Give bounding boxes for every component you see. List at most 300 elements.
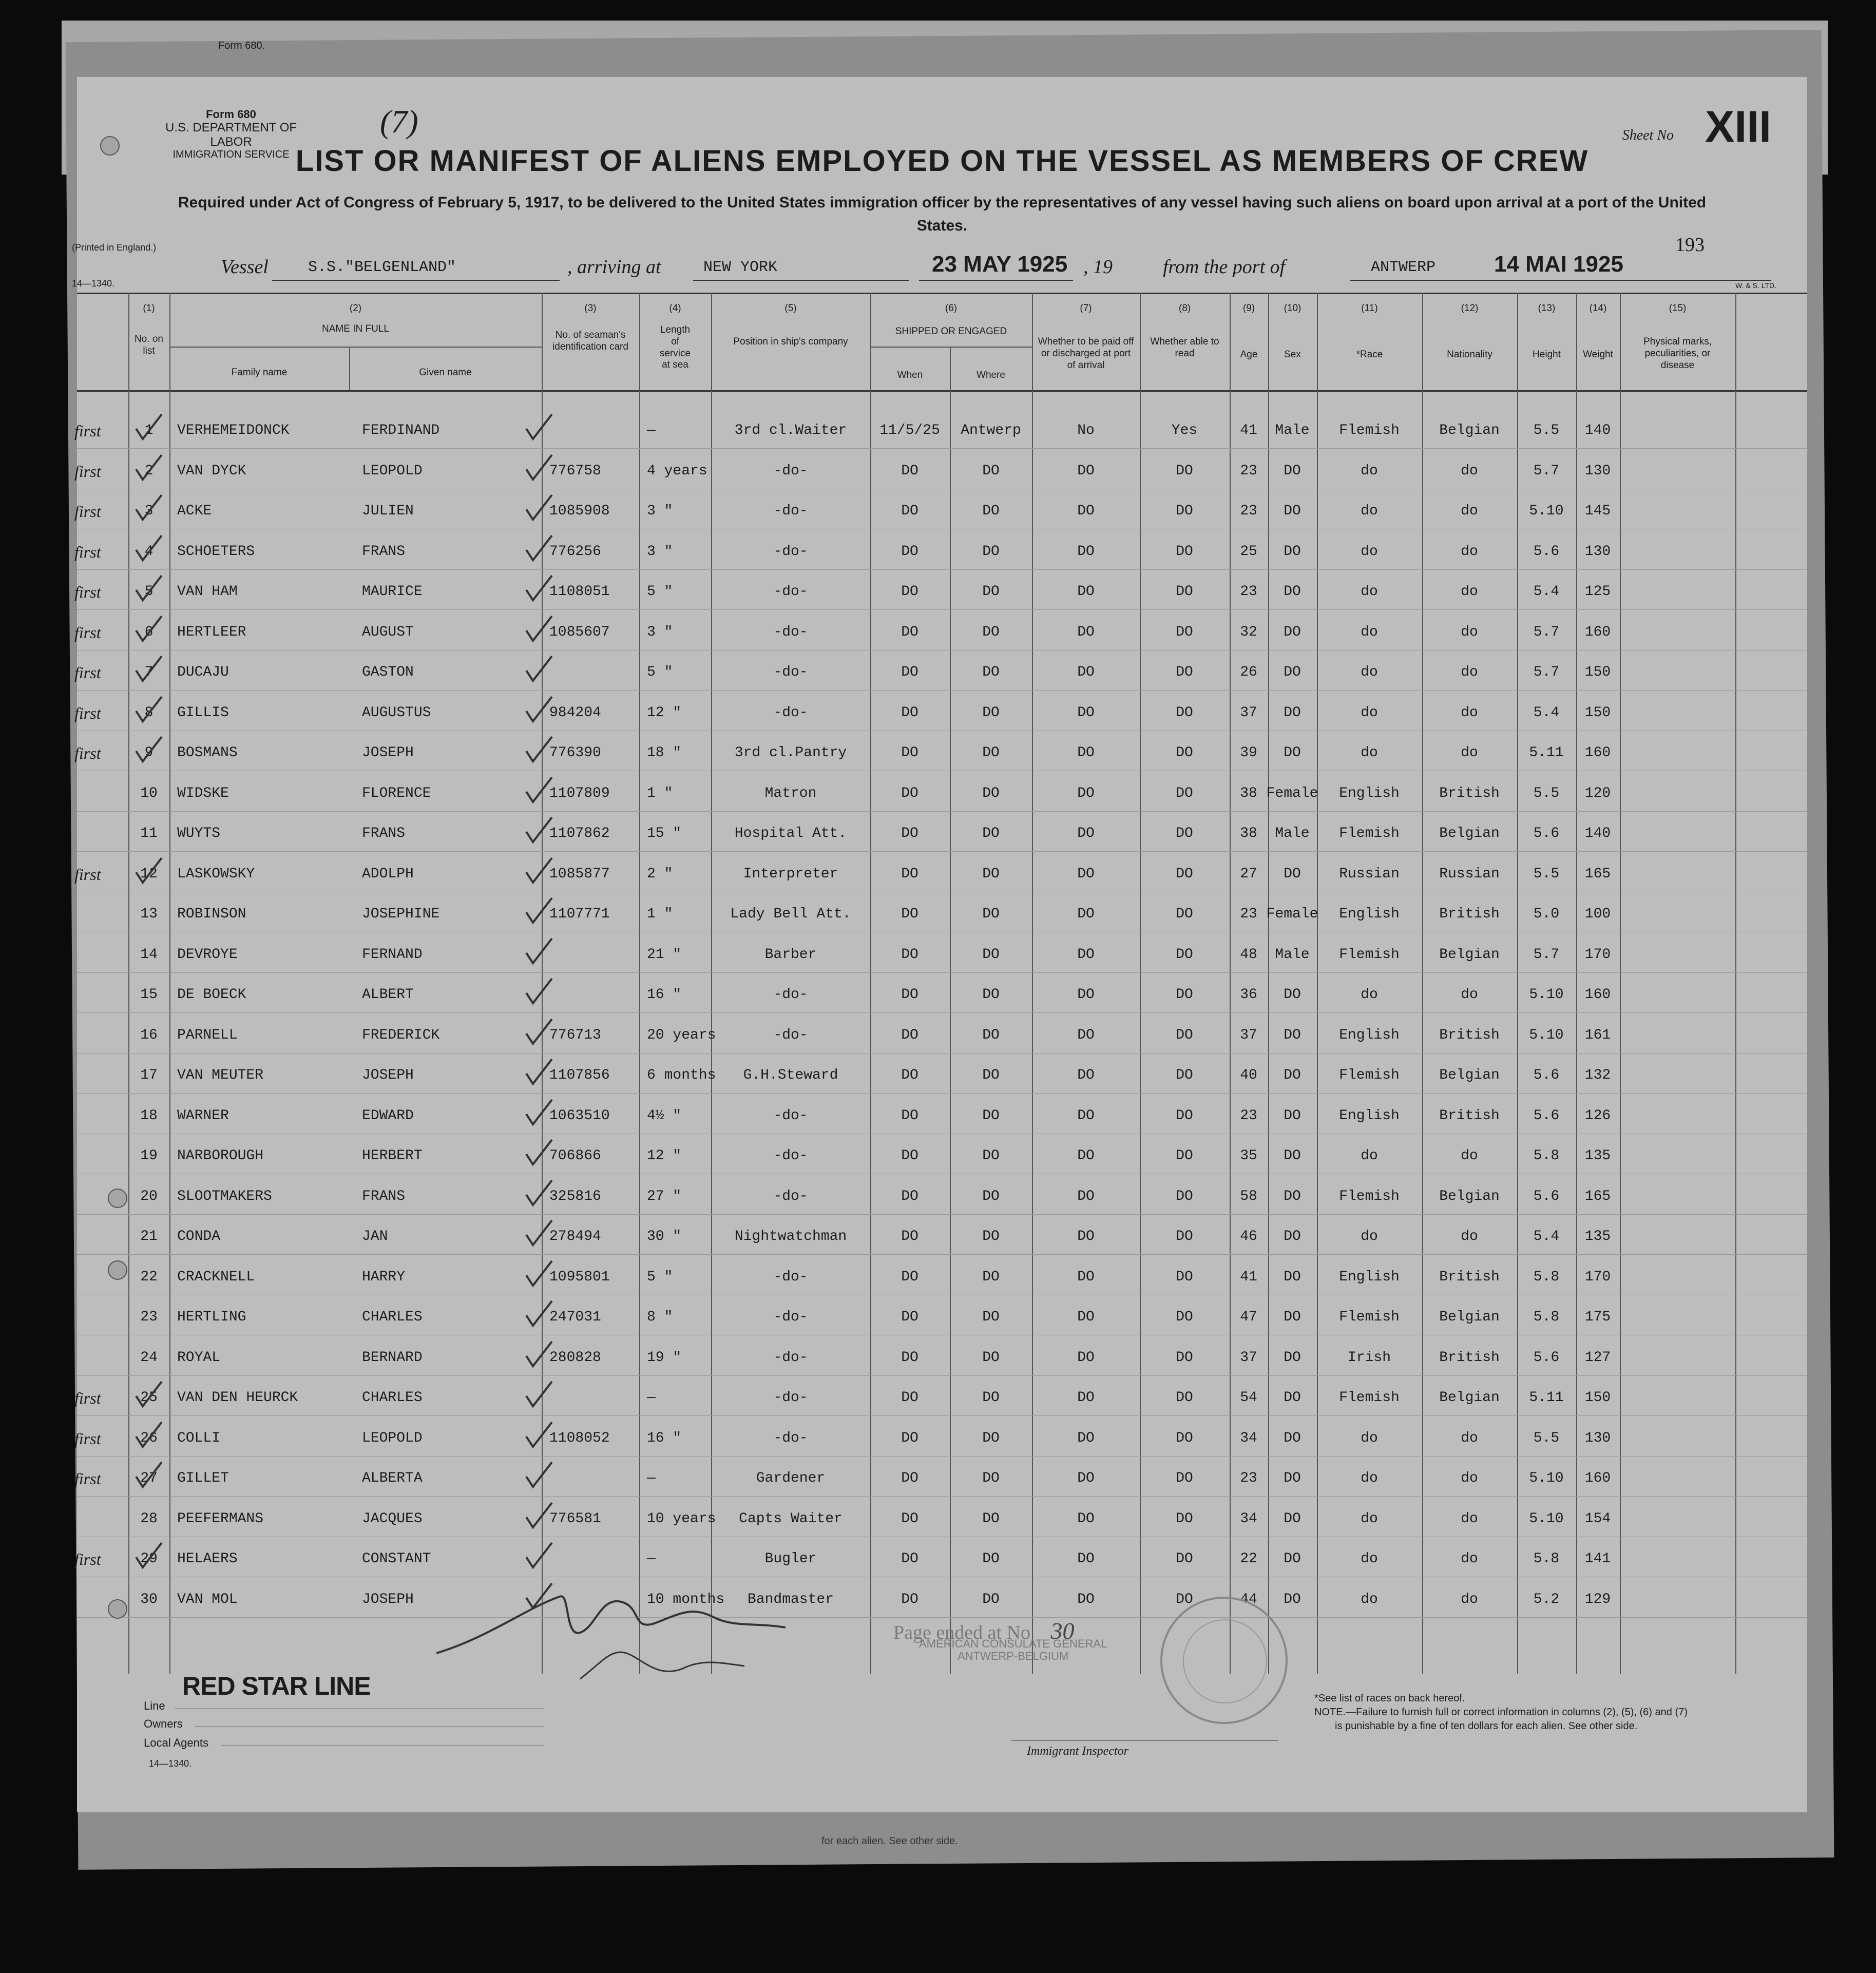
cell-family: WIDSKE — [177, 785, 229, 801]
cell-card: 247031 — [549, 1309, 601, 1325]
cell-family: HERTLEER — [177, 624, 246, 640]
cell-height: 5.11 — [1529, 745, 1564, 761]
cell-read: DO — [1176, 1188, 1193, 1204]
cell-position: Interpreter — [743, 866, 838, 882]
cell-sex: DO — [1284, 1148, 1301, 1164]
cell-position: -do- — [773, 1309, 808, 1325]
cell-where: DO — [982, 624, 1000, 640]
inspector-underline — [1011, 1740, 1278, 1741]
cell-age: 41 — [1240, 1269, 1257, 1285]
cell-height: 5.6 — [1533, 826, 1560, 841]
cell-when: DO — [901, 1309, 918, 1325]
cell-family: VAN MEUTER — [177, 1067, 264, 1083]
cell-paid: DO — [1077, 1510, 1095, 1527]
cell-no: 18 — [140, 1107, 158, 1124]
check-mark-icon — [524, 937, 554, 968]
cell-read: DO — [1176, 826, 1193, 841]
cell-race: Flemish — [1339, 946, 1400, 963]
top-form-label: Form 680. — [218, 40, 265, 51]
cell-race: do — [1361, 1591, 1378, 1607]
cell-no: 28 — [140, 1510, 158, 1527]
cell-height: 5.10 — [1529, 1027, 1564, 1043]
cell-position: Capts Waiter — [739, 1510, 843, 1527]
cell-given: ALBERT — [362, 987, 414, 1003]
cell-card: 1085908 — [549, 503, 610, 519]
cell-service: 12 " — [647, 704, 682, 721]
note-fine: is punishable by a fine of ten dollars for each alien. See other side. — [1335, 1720, 1638, 1732]
row-rule — [77, 609, 1807, 610]
cell-service: — — [647, 1390, 656, 1406]
cell-no: 6 — [144, 624, 154, 640]
cell-given: AUGUSTUS — [362, 704, 431, 721]
check-mark-icon — [133, 1542, 164, 1573]
cell-family: WUYTS — [177, 826, 221, 841]
cell-no: 25 — [140, 1390, 158, 1406]
cell-service: 3 " — [647, 503, 673, 519]
cell-when: DO — [901, 584, 918, 600]
cell-given: FERNAND — [362, 946, 423, 963]
cell-nat: do — [1461, 584, 1478, 600]
col-paid-off-header: Whether to be paid off or discharged at port of arrival — [1038, 336, 1134, 371]
check-mark-icon — [524, 978, 554, 1008]
cell-no: 27 — [140, 1470, 158, 1486]
cell-given: LEOPOLD — [362, 463, 423, 479]
margin-mark: first — [74, 502, 101, 521]
cell-paid: DO — [1077, 463, 1095, 479]
col-age-header: Age — [1240, 349, 1258, 360]
table-row — [77, 787, 1807, 823]
cell-when: DO — [901, 906, 918, 922]
cell-read: DO — [1176, 987, 1193, 1003]
table-row — [77, 1109, 1807, 1146]
cell-card: 278494 — [549, 1229, 601, 1244]
cell-when: DO — [901, 826, 918, 841]
check-mark-icon — [524, 897, 554, 928]
col-8-number: (8) — [1178, 303, 1191, 314]
cell-race: English — [1339, 785, 1400, 801]
cell-weight: 140 — [1584, 826, 1611, 841]
cell-card: 280828 — [549, 1349, 601, 1366]
arrival-date-stamp: 23 MAY 1925 — [932, 252, 1068, 277]
cell-when: DO — [901, 1269, 918, 1285]
col-card-header: No. of seaman's identification card — [552, 330, 628, 352]
consulate-line-2: ANTWERP-BELGIUM — [957, 1650, 1069, 1663]
cell-no: 8 — [144, 704, 154, 721]
col-height-header: Height — [1533, 349, 1561, 360]
cell-given: FRANS — [362, 543, 406, 560]
cell-where: DO — [982, 1551, 1000, 1567]
cell-nat: do — [1461, 463, 1478, 479]
cell-sex: Male — [1275, 946, 1310, 963]
cell-race: do — [1361, 584, 1378, 600]
table-row — [77, 948, 1807, 985]
cell-age: 36 — [1240, 987, 1257, 1003]
cell-position: -do- — [773, 1430, 808, 1446]
cell-position: Hospital Att. — [734, 826, 847, 841]
table-row — [77, 1190, 1807, 1227]
shipped-subheader-rule — [870, 347, 1032, 348]
check-mark-icon — [133, 574, 164, 605]
cell-where: DO — [982, 1107, 1000, 1124]
margin-mark: first — [74, 623, 101, 642]
cell-service: 4½ " — [647, 1107, 682, 1124]
table-row — [74, 422, 1807, 461]
cell-sex: DO — [1284, 987, 1301, 1003]
col-shipped-header: SHIPPED OR ENGAGED — [895, 326, 1007, 337]
cell-race: English — [1339, 906, 1400, 922]
cell-service: 16 " — [647, 987, 682, 1003]
cell-position: Bugler — [764, 1551, 817, 1567]
cell-service: — — [647, 1551, 656, 1567]
table-row — [74, 623, 1807, 662]
cell-when: DO — [901, 785, 918, 801]
cell-nat: do — [1461, 1430, 1478, 1446]
cell-height: 5.10 — [1529, 1470, 1564, 1486]
check-mark-icon — [133, 454, 164, 485]
cell-service: 5 " — [647, 584, 673, 600]
cell-no: 9 — [144, 745, 154, 761]
cell-race: do — [1361, 624, 1378, 640]
cell-card: 1107862 — [549, 826, 610, 841]
cell-read: DO — [1176, 866, 1193, 882]
cell-race: Flemish — [1339, 1188, 1400, 1204]
cell-card: 706866 — [549, 1148, 601, 1164]
cell-race: English — [1339, 1269, 1400, 1285]
cell-height: 5.8 — [1533, 1269, 1560, 1285]
cell-card: 776581 — [549, 1510, 601, 1527]
cell-nat: do — [1461, 664, 1478, 680]
cell-nat: Belgian — [1439, 946, 1500, 963]
row-rule — [77, 569, 1807, 570]
cell-no: 5 — [144, 584, 154, 600]
page-number: 193 — [1675, 234, 1705, 256]
row-rule — [77, 1012, 1807, 1013]
cell-paid: DO — [1077, 1591, 1095, 1607]
table-row — [74, 663, 1807, 702]
cell-position: -do- — [773, 664, 808, 680]
cell-family: ROYAL — [177, 1349, 221, 1366]
header-bottom-rule — [77, 390, 1807, 392]
cell-height: 5.11 — [1529, 1390, 1564, 1406]
cell-position: -do- — [773, 1148, 808, 1164]
cell-height: 5.6 — [1533, 1067, 1560, 1083]
local-agents-label: Local Agents — [144, 1736, 208, 1749]
arrival-port: NEW YORK — [703, 259, 778, 276]
cell-where: DO — [982, 463, 1000, 479]
cell-family: ACKE — [177, 503, 212, 519]
cell-read: DO — [1176, 1107, 1193, 1124]
cell-given: JOSEPH — [362, 1591, 414, 1607]
cell-where: DO — [982, 1510, 1000, 1527]
check-mark-icon — [133, 494, 164, 525]
margin-mark: first — [74, 542, 101, 561]
cell-paid: DO — [1077, 987, 1095, 1003]
cell-read: DO — [1176, 745, 1193, 761]
cell-age: 37 — [1240, 704, 1257, 721]
cell-no: 11 — [140, 826, 158, 841]
cell-nat: do — [1461, 503, 1478, 519]
cell-height: 5.5 — [1533, 423, 1560, 438]
footer-form-code: 14—1340. — [149, 1758, 192, 1769]
cell-weight: 129 — [1584, 1591, 1611, 1607]
cell-service: 30 " — [647, 1229, 682, 1244]
cell-position: -do- — [773, 1390, 808, 1406]
table-row — [74, 1429, 1807, 1468]
cell-age: 26 — [1240, 664, 1257, 680]
cell-height: 5.6 — [1533, 1107, 1560, 1124]
cell-race: English — [1339, 1027, 1400, 1043]
cell-height: 5.4 — [1533, 584, 1560, 600]
cell-read: Yes — [1171, 423, 1198, 438]
cell-no: 3 — [144, 503, 154, 519]
col-14-number: (14) — [1589, 303, 1607, 314]
cell-given: CONSTANT — [362, 1551, 431, 1567]
cell-family: NARBOROUGH — [177, 1148, 264, 1164]
cell-nat: do — [1461, 1591, 1478, 1607]
cell-when: DO — [901, 543, 918, 560]
cell-weight: 132 — [1584, 1067, 1611, 1083]
cell-read: DO — [1176, 584, 1193, 600]
cell-weight: 100 — [1584, 906, 1611, 922]
cell-given: JOSEPHINE — [362, 906, 440, 922]
col-family-header: Family name — [231, 367, 288, 378]
cell-read: DO — [1176, 1269, 1193, 1285]
cell-family: GILLIS — [177, 704, 229, 721]
table-row — [77, 1149, 1807, 1186]
port-underline — [693, 280, 909, 281]
cell-age: 38 — [1240, 785, 1257, 801]
departure-date-stamp: 14 MAI 1925 — [1494, 252, 1623, 277]
cell-age: 23 — [1240, 906, 1257, 922]
check-mark-icon — [133, 615, 164, 646]
cell-when: DO — [901, 704, 918, 721]
cell-race: do — [1361, 503, 1378, 519]
cell-no: 10 — [140, 785, 158, 801]
cell-paid: DO — [1077, 1349, 1095, 1366]
table-row — [74, 1389, 1807, 1428]
cell-age: 22 — [1240, 1551, 1257, 1567]
form-number: Form 680 — [206, 108, 256, 121]
cell-when: DO — [901, 745, 918, 761]
cell-sex: DO — [1284, 745, 1301, 761]
cell-age: 39 — [1240, 745, 1257, 761]
from-port-label: from the port of — [1163, 256, 1286, 278]
cell-sex: Male — [1275, 826, 1310, 841]
cell-position: Bandmaster — [747, 1591, 834, 1607]
row-rule — [77, 972, 1807, 973]
cell-race: do — [1361, 463, 1378, 479]
cell-paid: DO — [1077, 1551, 1095, 1567]
cell-race: do — [1361, 543, 1378, 560]
cell-where: DO — [982, 866, 1000, 882]
cell-height: 5.6 — [1533, 1188, 1560, 1204]
cell-given: JOSEPH — [362, 1067, 414, 1083]
cell-sex: DO — [1284, 1188, 1301, 1204]
cell-nat: British — [1439, 1027, 1500, 1043]
check-mark-icon — [133, 413, 164, 444]
cell-given: FLORENCE — [362, 785, 431, 801]
cell-age: 37 — [1240, 1027, 1257, 1043]
consulate-seal-inner — [1183, 1619, 1267, 1703]
cell-service: 18 " — [647, 745, 682, 761]
cell-family: WARNER — [177, 1107, 229, 1124]
margin-mark: first — [74, 583, 101, 601]
cell-where: DO — [982, 1148, 1000, 1164]
cell-card: 1108051 — [549, 584, 610, 600]
cell-given: JOSEPH — [362, 745, 414, 761]
cell-read: DO — [1176, 906, 1193, 922]
cell-given: ADOLPH — [362, 866, 414, 882]
cell-no: 21 — [140, 1229, 158, 1244]
cell-sex: Female — [1266, 785, 1318, 801]
cell-no: 26 — [140, 1430, 158, 1446]
cell-read: DO — [1176, 463, 1193, 479]
check-mark-icon — [524, 1219, 554, 1250]
row-rule — [77, 1214, 1807, 1215]
check-mark-icon — [133, 1461, 164, 1492]
cell-paid: DO — [1077, 906, 1095, 922]
cell-race: do — [1361, 1470, 1378, 1486]
cell-age: 38 — [1240, 826, 1257, 841]
cell-service: — — [647, 423, 656, 438]
cell-family: HELAERS — [177, 1551, 238, 1567]
cell-given: FREDERICK — [362, 1027, 440, 1043]
col-when-header: When — [897, 370, 923, 380]
departure-underline — [1350, 280, 1771, 281]
cell-where: DO — [982, 1470, 1000, 1486]
row-rule — [77, 1254, 1807, 1255]
check-mark-icon — [133, 696, 164, 726]
cell-given: FERDINAND — [362, 423, 440, 438]
cell-age: 25 — [1240, 543, 1257, 560]
margin-mark: first — [74, 744, 101, 762]
check-mark-icon — [524, 413, 554, 444]
cell-paid: DO — [1077, 785, 1095, 801]
cell-race: do — [1361, 1229, 1378, 1244]
punch-hole — [108, 1599, 127, 1619]
check-mark-icon — [524, 816, 554, 847]
cell-position: Barber — [764, 946, 817, 963]
cell-where: DO — [982, 664, 1000, 680]
cell-nat: British — [1439, 906, 1500, 922]
cell-height: 5.2 — [1533, 1591, 1560, 1607]
cell-read: DO — [1176, 503, 1193, 519]
cell-service: 10 months — [647, 1591, 725, 1607]
cell-nat: do — [1461, 543, 1478, 560]
cell-no: 17 — [140, 1067, 158, 1083]
col-10-number: (10) — [1284, 303, 1301, 314]
cell-no: 12 — [140, 866, 158, 882]
check-mark-icon — [524, 534, 554, 565]
cell-nat: do — [1461, 624, 1478, 640]
margin-mark: first — [74, 1389, 101, 1407]
cell-family: DUCAJU — [177, 664, 229, 680]
cell-race: do — [1361, 704, 1378, 721]
cell-where: DO — [982, 704, 1000, 721]
service-label: IMMIGRATION SERVICE — [173, 149, 290, 161]
table-row — [77, 1512, 1807, 1549]
cell-family: VERHEMEIDONCK — [177, 423, 290, 438]
cell-family: VAN DYCK — [177, 463, 246, 479]
cell-nat: do — [1461, 1148, 1478, 1164]
check-mark-icon — [133, 1381, 164, 1411]
cell-sex: DO — [1284, 463, 1301, 479]
col-11-number: (11) — [1361, 303, 1378, 314]
consulate-seal — [1160, 1597, 1288, 1724]
table-top-rule — [77, 293, 1807, 294]
cell-service: 16 " — [647, 1430, 682, 1446]
cell-where: DO — [982, 785, 1000, 801]
cell-no: 30 — [140, 1591, 158, 1607]
bottom-strip-text: for each alien. See other side. — [821, 1835, 958, 1847]
cell-position: -do- — [773, 1188, 808, 1204]
cell-nat: do — [1461, 745, 1478, 761]
table-row — [77, 1068, 1807, 1105]
col-race-header: *Race — [1356, 349, 1383, 360]
col-no-header: No. on list — [135, 334, 163, 356]
cell-family: DEVROYE — [177, 946, 238, 963]
cell-weight: 127 — [1584, 1349, 1611, 1366]
cell-paid: DO — [1077, 745, 1095, 761]
check-mark-icon — [524, 696, 554, 726]
cell-family: VAN HAM — [177, 584, 238, 600]
cell-age: 23 — [1240, 1470, 1257, 1486]
row-rule — [77, 811, 1807, 812]
check-mark-icon — [524, 1461, 554, 1492]
cell-read: DO — [1176, 1349, 1193, 1366]
table-row — [77, 1270, 1807, 1307]
col-physical-header: Physical marks, peculiarities, or disease — [1643, 336, 1712, 371]
cell-service: 12 " — [647, 1148, 682, 1164]
cell-read: DO — [1176, 543, 1193, 560]
cell-where: Antwerp — [961, 423, 1021, 438]
cell-service: 5 " — [647, 1269, 673, 1285]
cell-nat: British — [1439, 1349, 1500, 1366]
row-rule — [77, 1093, 1807, 1094]
row-rule — [77, 1496, 1807, 1497]
cell-family: LASKOWSKY — [177, 866, 255, 882]
table-row — [77, 988, 1807, 1025]
cell-paid: DO — [1077, 1107, 1095, 1124]
date-underline — [919, 280, 1073, 281]
cell-where: DO — [982, 745, 1000, 761]
cell-paid: No — [1077, 423, 1095, 438]
cell-sex: DO — [1284, 1027, 1301, 1043]
cell-given: JULIEN — [362, 503, 414, 519]
col-where-header: Where — [977, 370, 1005, 380]
red-star-line-stamp: RED STAR LINE — [182, 1672, 371, 1700]
consulate-stamp — [919, 1638, 1107, 1662]
cell-service: 1 " — [647, 785, 673, 801]
cell-weight: 120 — [1584, 785, 1611, 801]
cell-family: DE BOECK — [177, 987, 246, 1003]
cell-read: DO — [1176, 1309, 1193, 1325]
cell-weight: 160 — [1584, 987, 1611, 1003]
col-weight-header: Weight — [1583, 349, 1613, 360]
cell-height: 5.7 — [1533, 463, 1560, 479]
table-row — [74, 502, 1807, 541]
cell-family: PEEFERMANS — [177, 1510, 264, 1527]
cell-read: DO — [1176, 704, 1193, 721]
cell-sex: DO — [1284, 503, 1301, 519]
table-row — [77, 827, 1807, 864]
row-rule — [77, 1415, 1807, 1416]
col-5-number: (5) — [784, 303, 797, 314]
cell-read: DO — [1176, 1390, 1193, 1406]
cell-sex: DO — [1284, 543, 1301, 560]
cell-service: 5 " — [647, 664, 673, 680]
owners-label: Owners — [144, 1717, 183, 1730]
